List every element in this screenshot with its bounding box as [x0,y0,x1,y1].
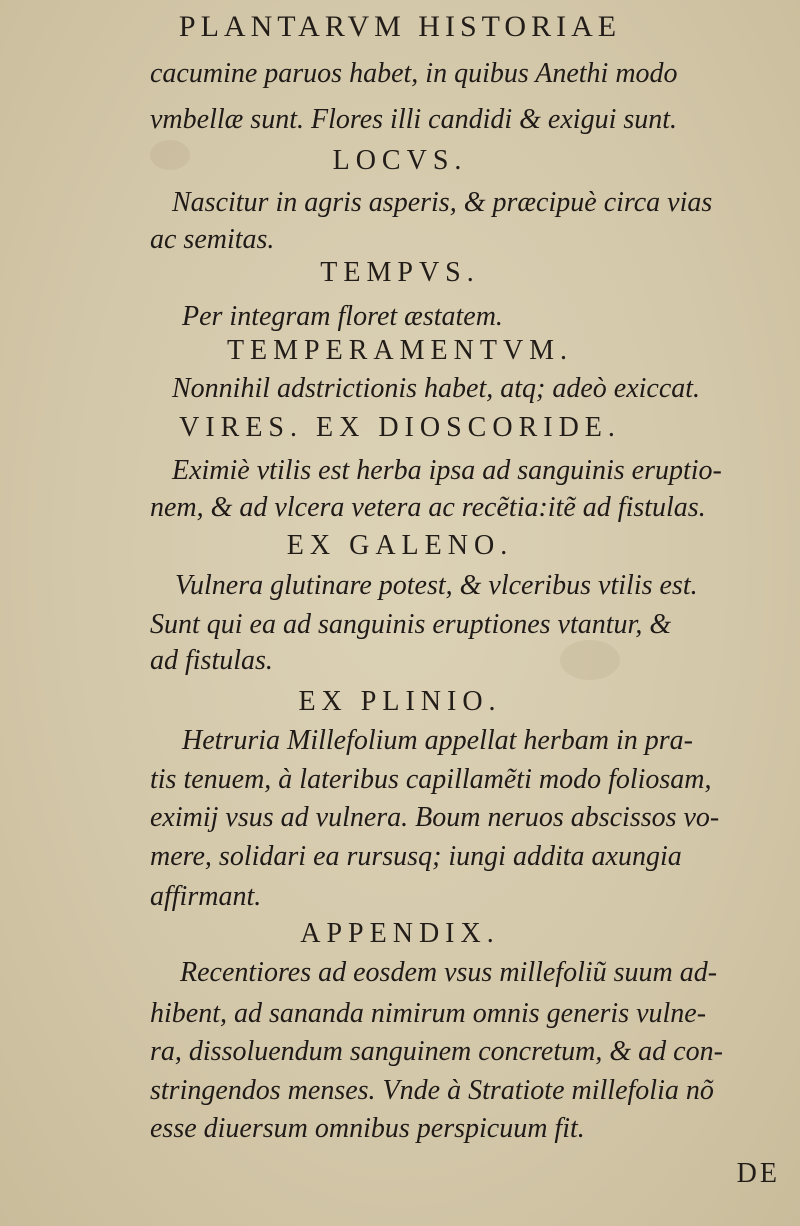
text-line: Eximiè vtilis est herba ipsa ad sanguinis eruptio- [172,455,722,486]
text-line: ad fistulas. [150,645,273,676]
text-line: cacumine paruos habet, in quibus Anethi modo [150,58,678,89]
text-line: Sunt qui ea ad sanguinis eruptiones vtantur, & [150,609,672,640]
section-heading-temperamentum: TEMPERAMENTVM. [226,335,574,366]
text-line: stringendos menses. Vnde à Stratiote millefolia nõ [150,1075,714,1106]
text-line: mere, solidari ea rursusq; iungi addita axungia [150,841,682,872]
section-heading-pliny: EX PLINIO. [298,686,502,717]
text-line: Nascitur in agris asperis, & præcipuè circa vias [172,187,713,218]
text-line: hibent, ad sananda nimirum omnis generis vulne- [150,998,707,1029]
text-line: Nonnihil adstrictionis habet, atq; adeò exiccat. [172,373,701,404]
text-line: Hetruria Millefolium appellat herbam in pra- [182,725,693,756]
section-heading-vires: VIRES. EX DIOSCORIDE. [179,412,621,443]
text-line: Vulnera glutinare potest, & vlceribus vtilis est. [175,570,698,601]
text-line: tis tenuem, à lateribus capillamẽti modo foliosam, [150,764,712,795]
running-head: PLANTARVM HISTORIAE [178,10,622,43]
section-heading-appendix: APPENDIX. [300,918,500,949]
section-heading-galen: EX GALENO. [286,530,514,561]
text-line: ra, dissoluendum sanguinem concretum, & ad con- [150,1036,723,1067]
text-line: nem, & ad vlcera vetera ac recẽtia:itẽ ad fistulas. [150,492,706,523]
text-line: esse diuersum omnibus perspicuum fit. [150,1113,585,1144]
text-line: vmbellæ sunt. Flores illi candidi & exigui sunt. [150,104,678,135]
section-heading-locus: LOCVS. [332,145,468,176]
text-line: eximij vsus ad vulnera. Boum neruos abscissos vo- [150,802,720,833]
text-line: ac semitas. [150,224,275,255]
catchword: DE [736,1158,780,1189]
text-line: affirmant. [150,881,262,912]
text-line: Recentiores ad eosdem vsus millefoliũ suum ad- [180,957,718,988]
text-line: Per integram floret æstatem. [182,301,503,332]
section-heading-tempus: TEMPVS. [320,257,480,288]
